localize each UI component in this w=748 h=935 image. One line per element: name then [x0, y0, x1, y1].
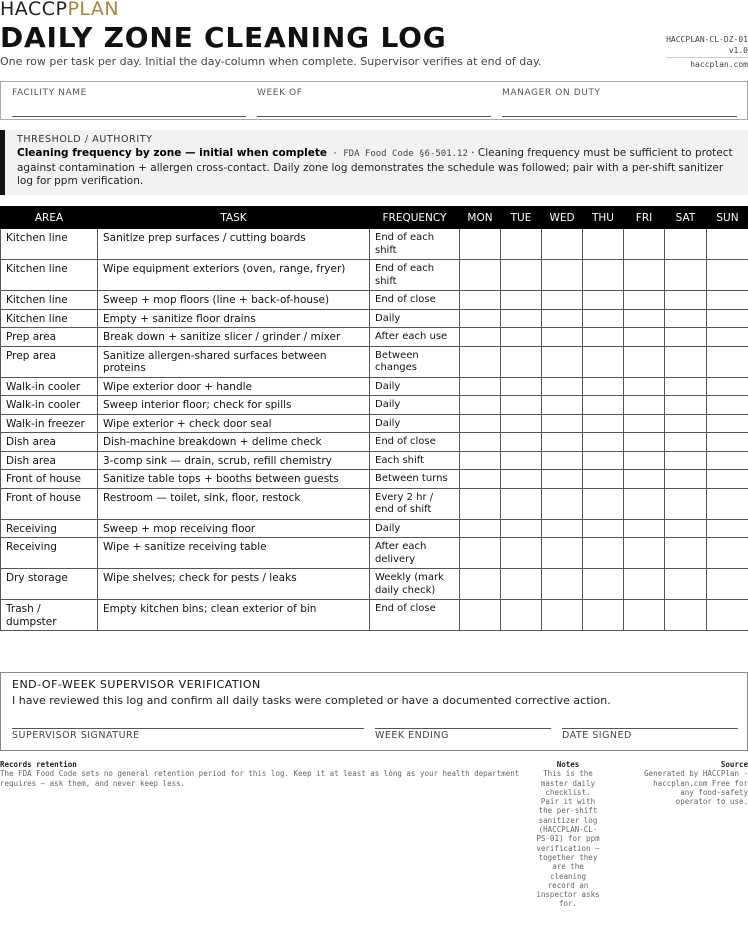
- records-retention-footer: [0, 760, 520, 788]
- sat-initial-cell[interactable]: [665, 470, 707, 489]
- source-text: Generated by HACCPlan · haccplan.com Free for any food-safety operator to use.: [644, 769, 748, 807]
- tue-initial-cell[interactable]: [501, 470, 542, 489]
- frequency-cell: Each shift: [370, 451, 460, 470]
- date-signed-label: DATE SIGNED: [562, 730, 632, 741]
- retention-text: The FDA Food Code sets no general retention period for this log. Keep it at least as long as your health department requires — ask them, and never keep less.: [0, 769, 520, 788]
- table-row: [1, 451, 748, 470]
- task-cell: Empty + sanitize floor drains: [98, 309, 370, 328]
- wed-initial-cell[interactable]: [542, 414, 583, 433]
- supervisor-signature-label: SUPERVISOR SIGNATURE: [12, 730, 140, 741]
- tue-initial-cell[interactable]: [501, 519, 542, 538]
- task-cell: Wipe exterior + check door seal: [98, 414, 370, 433]
- tue-initial-cell[interactable]: [501, 291, 542, 310]
- column-header-sat: SAT: [665, 207, 707, 229]
- week-of-field[interactable]: [257, 88, 303, 98]
- tue-initial-cell[interactable]: [501, 396, 542, 415]
- thu-initial-cell[interactable]: [583, 291, 624, 310]
- fri-initial-cell[interactable]: [624, 309, 665, 328]
- table-row: [1, 396, 748, 415]
- area-cell: Dish area: [1, 433, 98, 452]
- sat-initial-cell[interactable]: [665, 451, 707, 470]
- task-cell: Sweep interior floor; check for spills: [98, 396, 370, 415]
- fri-initial-cell[interactable]: [624, 291, 665, 310]
- fri-initial-cell[interactable]: [624, 346, 665, 377]
- thu-initial-cell[interactable]: [583, 433, 624, 452]
- tue-initial-cell[interactable]: [501, 328, 542, 347]
- tue-initial-cell[interactable]: [501, 433, 542, 452]
- mon-initial-cell[interactable]: [460, 414, 501, 433]
- fri-initial-cell[interactable]: [624, 414, 665, 433]
- brand-logo: [0, 0, 119, 20]
- table-body: [1, 229, 748, 631]
- wed-initial-cell[interactable]: [542, 600, 583, 631]
- mon-initial-cell[interactable]: [460, 328, 501, 347]
- wed-initial-cell[interactable]: [542, 538, 583, 569]
- frequency-cell: Daily: [370, 519, 460, 538]
- date-signed-line: [562, 728, 738, 729]
- frequency-cell: End of close: [370, 291, 460, 310]
- tue-initial-cell[interactable]: [501, 600, 542, 631]
- sun-initial-cell[interactable]: [707, 488, 748, 519]
- thu-initial-cell[interactable]: [583, 451, 624, 470]
- task-cell: Restroom — toilet, sink, floor, restock: [98, 488, 370, 519]
- area-cell: Receiving: [1, 538, 98, 569]
- week-of-line: [257, 116, 491, 117]
- supervisor-verification-box: [0, 672, 748, 751]
- sat-initial-cell[interactable]: [665, 260, 707, 291]
- supervisor-signature-field[interactable]: [12, 728, 364, 741]
- sat-initial-cell[interactable]: [665, 229, 707, 260]
- thu-initial-cell[interactable]: [583, 229, 624, 260]
- sat-initial-cell[interactable]: [665, 433, 707, 452]
- sun-initial-cell[interactable]: [707, 538, 748, 569]
- threshold-label: THRESHOLD / AUTHORITY: [17, 134, 153, 145]
- task-cell: 3-comp sink — drain, scrub, refill chemistry: [98, 451, 370, 470]
- task-cell: Break down + sanitize slicer / grinder / mixer: [98, 328, 370, 347]
- week-ending-label: WEEK ENDING: [375, 730, 449, 741]
- thu-initial-cell[interactable]: [583, 396, 624, 415]
- mon-initial-cell[interactable]: [460, 600, 501, 631]
- wed-initial-cell[interactable]: [542, 569, 583, 600]
- task-cell: Sweep + mop floors (line + back-of-house): [98, 291, 370, 310]
- area-cell: Receiving: [1, 519, 98, 538]
- retention-heading: Records retention: [0, 760, 77, 769]
- wed-initial-cell[interactable]: [542, 309, 583, 328]
- table-row: [1, 470, 748, 489]
- table-row: [1, 377, 748, 396]
- sun-initial-cell[interactable]: [707, 229, 748, 260]
- mon-initial-cell[interactable]: [460, 260, 501, 291]
- sun-initial-cell[interactable]: [707, 346, 748, 377]
- mon-initial-cell[interactable]: [460, 291, 501, 310]
- thu-initial-cell[interactable]: [583, 377, 624, 396]
- task-cell: Sanitize table tops + booths between guests: [98, 470, 370, 489]
- area-cell: Kitchen line: [1, 291, 98, 310]
- sun-initial-cell[interactable]: [707, 328, 748, 347]
- mon-initial-cell[interactable]: [460, 519, 501, 538]
- sat-initial-cell[interactable]: [665, 346, 707, 377]
- table-row: [1, 569, 748, 600]
- frequency-cell: After each delivery: [370, 538, 460, 569]
- table-header-row: [1, 207, 748, 229]
- tue-initial-cell[interactable]: [501, 451, 542, 470]
- tue-initial-cell[interactable]: [501, 538, 542, 569]
- frequency-cell: Daily: [370, 396, 460, 415]
- table-row: [1, 433, 748, 452]
- doc-site: haccplan.com: [666, 57, 748, 70]
- area-cell: Front of house: [1, 488, 98, 519]
- wed-initial-cell[interactable]: [542, 291, 583, 310]
- sat-initial-cell[interactable]: [665, 377, 707, 396]
- date-signed-field[interactable]: [562, 728, 738, 741]
- brand-part-2: PLAN: [67, 0, 120, 20]
- table-row: [1, 519, 748, 538]
- supervisor-signature-line: [12, 728, 364, 729]
- thu-initial-cell[interactable]: [583, 519, 624, 538]
- column-header-fri: FRI: [624, 207, 665, 229]
- sat-initial-cell[interactable]: [665, 519, 707, 538]
- mon-initial-cell[interactable]: [460, 396, 501, 415]
- doc-code: HACCPLAN-CL-DZ-01: [666, 35, 748, 44]
- table-row: [1, 260, 748, 291]
- sun-initial-cell[interactable]: [707, 309, 748, 328]
- threshold-body: · Cleaning frequency must be sufficient to protect against contamination + allergen cross-contact. Daily zone log demonstrates the schedule was followed; pair with a per-shift sanitizer log for ppm verification.: [17, 147, 733, 187]
- column-header-task: TASK: [98, 207, 370, 229]
- fri-initial-cell[interactable]: [624, 260, 665, 291]
- mon-initial-cell[interactable]: [460, 488, 501, 519]
- frequency-cell: End of close: [370, 600, 460, 631]
- sat-initial-cell[interactable]: [665, 309, 707, 328]
- threshold-authority-box: [0, 130, 748, 195]
- table-row: [1, 309, 748, 328]
- sun-initial-cell[interactable]: [707, 470, 748, 489]
- week-ending-line: [375, 728, 551, 729]
- fri-initial-cell[interactable]: [624, 569, 665, 600]
- fri-initial-cell[interactable]: [624, 433, 665, 452]
- sat-initial-cell[interactable]: [665, 569, 707, 600]
- week-ending-field[interactable]: [375, 728, 551, 741]
- area-cell: Walk-in freezer: [1, 414, 98, 433]
- fri-initial-cell[interactable]: [624, 538, 665, 569]
- wed-initial-cell[interactable]: [542, 519, 583, 538]
- fri-initial-cell[interactable]: [624, 488, 665, 519]
- frequency-cell: Daily: [370, 309, 460, 328]
- thu-initial-cell[interactable]: [583, 346, 624, 377]
- tue-initial-cell[interactable]: [501, 569, 542, 600]
- table-row: [1, 346, 748, 377]
- column-header-tue: TUE: [501, 207, 542, 229]
- brand-part-1: HACCP: [0, 0, 68, 20]
- tue-initial-cell[interactable]: [501, 309, 542, 328]
- sun-initial-cell[interactable]: [707, 377, 748, 396]
- sat-initial-cell[interactable]: [665, 538, 707, 569]
- mon-initial-cell[interactable]: [460, 229, 501, 260]
- fri-initial-cell[interactable]: [624, 600, 665, 631]
- sat-initial-cell[interactable]: [665, 488, 707, 519]
- mon-initial-cell[interactable]: [460, 433, 501, 452]
- thu-initial-cell[interactable]: [583, 260, 624, 291]
- area-cell: Prep area: [1, 346, 98, 377]
- task-cell: Sanitize prep surfaces / cutting boards: [98, 229, 370, 260]
- sun-initial-cell[interactable]: [707, 260, 748, 291]
- area-cell: Front of house: [1, 470, 98, 489]
- task-cell: Wipe exterior door + handle: [98, 377, 370, 396]
- sat-initial-cell[interactable]: [665, 328, 707, 347]
- column-header-area: AREA: [1, 207, 98, 229]
- task-cell: Wipe shelves; check for pests / leaks: [98, 569, 370, 600]
- sun-initial-cell[interactable]: [707, 433, 748, 452]
- wed-initial-cell[interactable]: [542, 470, 583, 489]
- sun-initial-cell[interactable]: [707, 600, 748, 631]
- fri-initial-cell[interactable]: [624, 470, 665, 489]
- wed-initial-cell[interactable]: [542, 451, 583, 470]
- verification-title: END-OF-WEEK SUPERVISOR VERIFICATION: [12, 678, 261, 691]
- table-row: [1, 291, 748, 310]
- tue-initial-cell[interactable]: [501, 346, 542, 377]
- doc-version: v1.0: [728, 46, 748, 55]
- mon-initial-cell[interactable]: [460, 451, 501, 470]
- fri-initial-cell[interactable]: [624, 519, 665, 538]
- thu-initial-cell[interactable]: [583, 309, 624, 328]
- frequency-cell: Every 2 hr / end of shift: [370, 488, 460, 519]
- column-header-sun: SUN: [707, 207, 748, 229]
- thu-initial-cell[interactable]: [583, 488, 624, 519]
- tue-initial-cell[interactable]: [501, 260, 542, 291]
- wed-initial-cell[interactable]: [542, 377, 583, 396]
- frequency-cell: Daily: [370, 414, 460, 433]
- frequency-cell: After each use: [370, 328, 460, 347]
- area-cell: Kitchen line: [1, 229, 98, 260]
- mon-initial-cell[interactable]: [460, 309, 501, 328]
- facility-name-field[interactable]: [12, 88, 87, 98]
- wed-initial-cell[interactable]: [542, 396, 583, 415]
- mon-initial-cell[interactable]: [460, 346, 501, 377]
- facility-name-label: FACILITY NAME: [12, 88, 87, 98]
- fri-initial-cell[interactable]: [624, 396, 665, 415]
- area-cell: Kitchen line: [1, 309, 98, 328]
- wed-initial-cell[interactable]: [542, 346, 583, 377]
- threshold-citation: · FDA Food Code §6-501.12: [326, 149, 468, 159]
- task-cell: Empty kitchen bins; clean exterior of bin: [98, 600, 370, 631]
- thu-initial-cell[interactable]: [583, 328, 624, 347]
- thu-initial-cell[interactable]: [583, 414, 624, 433]
- area-cell: Walk-in cooler: [1, 396, 98, 415]
- area-cell: Prep area: [1, 328, 98, 347]
- area-cell: Dry storage: [1, 569, 98, 600]
- sat-initial-cell[interactable]: [665, 396, 707, 415]
- frequency-cell: End of each shift: [370, 229, 460, 260]
- thu-initial-cell[interactable]: [583, 600, 624, 631]
- mon-initial-cell[interactable]: [460, 470, 501, 489]
- thu-initial-cell[interactable]: [583, 470, 624, 489]
- wed-initial-cell[interactable]: [542, 229, 583, 260]
- wed-initial-cell[interactable]: [542, 260, 583, 291]
- task-cell: Dish-machine breakdown + delime check: [98, 433, 370, 452]
- threshold-heading: Cleaning frequency by zone — initial when complete: [17, 147, 327, 159]
- facility-fields: [0, 81, 748, 120]
- wed-initial-cell[interactable]: [542, 433, 583, 452]
- table-row: [1, 328, 748, 347]
- task-cell: Sweep + mop receiving floor: [98, 519, 370, 538]
- sun-initial-cell[interactable]: [707, 569, 748, 600]
- sun-initial-cell[interactable]: [707, 396, 748, 415]
- thu-initial-cell[interactable]: [583, 569, 624, 600]
- frequency-cell: Between changes: [370, 346, 460, 377]
- page-title: DAILY ZONE CLEANING LOG: [0, 21, 447, 54]
- table-row: [1, 538, 748, 569]
- task-cell: Wipe equipment exteriors (oven, range, fryer): [98, 260, 370, 291]
- task-cell: Wipe + sanitize receiving table: [98, 538, 370, 569]
- tue-initial-cell[interactable]: [501, 377, 542, 396]
- manager-on-duty-field[interactable]: [502, 88, 601, 98]
- frequency-cell: Between turns: [370, 470, 460, 489]
- sat-initial-cell[interactable]: [665, 414, 707, 433]
- area-cell: Dish area: [1, 451, 98, 470]
- fri-initial-cell[interactable]: [624, 328, 665, 347]
- mon-initial-cell[interactable]: [460, 538, 501, 569]
- frequency-cell: Daily: [370, 377, 460, 396]
- frequency-cell: Weekly (mark daily check): [370, 569, 460, 600]
- fri-initial-cell[interactable]: [624, 451, 665, 470]
- week-of-label: WEEK OF: [257, 88, 303, 98]
- sat-initial-cell[interactable]: [665, 600, 707, 631]
- sun-initial-cell[interactable]: [707, 451, 748, 470]
- area-cell: Trash / dumpster: [1, 600, 98, 631]
- facility-name-line: [12, 116, 246, 117]
- notes-heading: Notes: [556, 760, 580, 769]
- sun-initial-cell[interactable]: [707, 519, 748, 538]
- wed-initial-cell[interactable]: [542, 488, 583, 519]
- table-row: [1, 414, 748, 433]
- fri-initial-cell[interactable]: [624, 229, 665, 260]
- cleaning-log-table: [0, 206, 748, 631]
- mon-initial-cell[interactable]: [460, 569, 501, 600]
- frequency-cell: End of each shift: [370, 260, 460, 291]
- document-id-block: [666, 34, 748, 70]
- source-heading: Source: [720, 760, 748, 769]
- area-cell: Kitchen line: [1, 260, 98, 291]
- column-header-frequency: FREQUENCY: [370, 207, 460, 229]
- frequency-cell: End of close: [370, 433, 460, 452]
- task-cell: Sanitize allergen-shared surfaces between proteins: [98, 346, 370, 377]
- verification-statement: I have reviewed this log and confirm all daily tasks were completed or have a documented corrective action.: [12, 694, 611, 707]
- source-footer: [640, 760, 748, 806]
- manager-on-duty-line: [502, 116, 737, 117]
- column-header-thu: THU: [583, 207, 624, 229]
- sun-initial-cell[interactable]: [707, 414, 748, 433]
- sat-initial-cell[interactable]: [665, 291, 707, 310]
- table-row: [1, 488, 748, 519]
- sun-initial-cell[interactable]: [707, 291, 748, 310]
- tue-initial-cell[interactable]: [501, 488, 542, 519]
- thu-initial-cell[interactable]: [583, 538, 624, 569]
- area-cell: Walk-in cooler: [1, 377, 98, 396]
- notes-text: This is the master daily checklist. Pair it with the per-shift sanitizer log (HACCPLAN-CL-PS-01) for ppm verification — together they are the cleaning record an inspector asks for.: [536, 769, 600, 909]
- fri-initial-cell[interactable]: [624, 377, 665, 396]
- notes-footer: [536, 760, 600, 909]
- threshold-text: [17, 147, 740, 189]
- manager-on-duty-label: MANAGER ON DUTY: [502, 88, 601, 98]
- page-subtitle: One row per task per day. Initial the day-column when complete. Supervisor verifies at end of day.: [0, 55, 542, 68]
- table-row: [1, 229, 748, 260]
- tue-initial-cell[interactable]: [501, 414, 542, 433]
- column-header-wed: WED: [542, 207, 583, 229]
- tue-initial-cell[interactable]: [501, 229, 542, 260]
- wed-initial-cell[interactable]: [542, 328, 583, 347]
- column-header-mon: MON: [460, 207, 501, 229]
- table-row: [1, 600, 748, 631]
- mon-initial-cell[interactable]: [460, 377, 501, 396]
